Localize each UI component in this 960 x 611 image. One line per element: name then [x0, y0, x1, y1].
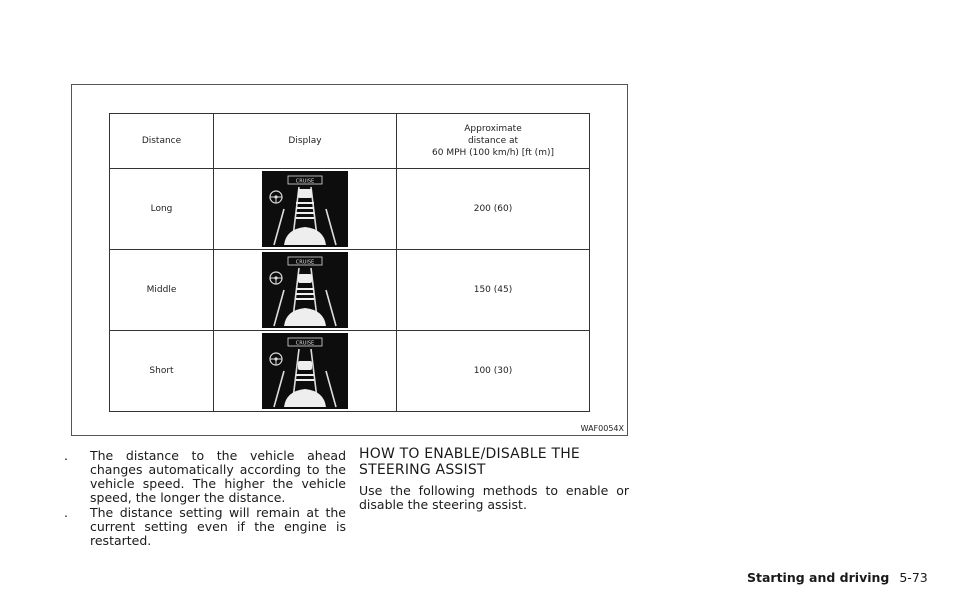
page-number: 5-73 [899, 570, 928, 585]
header-display: Display [214, 114, 397, 169]
display-cell [214, 250, 397, 331]
cruise-display-short-icon [262, 333, 348, 409]
section-paragraph: Use the following methods to enable or disable the steering assist. [359, 483, 629, 512]
cruise-label: CRUISE [295, 259, 315, 266]
distance-value: 150 (45) [397, 250, 590, 331]
bullet-list [64, 449, 346, 549]
figure-code: WAF0054X [580, 424, 624, 433]
cruise-label: CRUISE [295, 178, 315, 185]
table-header-row [110, 114, 590, 169]
bullet-marker: . [64, 505, 68, 520]
distance-label: Middle [110, 250, 214, 331]
bullet-marker: . [64, 448, 68, 463]
distance-label: Short [110, 331, 214, 412]
cruise-label: CRUISE [295, 340, 315, 347]
distance-value: 200 (60) [397, 169, 590, 250]
table-row [110, 250, 590, 331]
bullet-text: The distance setting will remain at the current setting even if the engine is restarted. [90, 505, 346, 548]
distance-setting-figure [71, 84, 628, 436]
header-distance: Distance [110, 114, 214, 169]
list-item [64, 449, 346, 505]
section-heading: HOW TO ENABLE/DISABLE THE STEERING ASSIST [359, 446, 580, 478]
page-footer [747, 570, 928, 585]
footer-section-title: Starting and driving [747, 570, 890, 585]
table-row [110, 169, 590, 250]
display-cell [214, 331, 397, 412]
header-approx-distance: Approximate distance at 60 MPH (100 km/h) [ft (m)] [397, 114, 590, 169]
display-cell [214, 169, 397, 250]
distance-label: Long [110, 169, 214, 250]
distance-value: 100 (30) [397, 331, 590, 412]
list-item [64, 506, 346, 548]
distance-table [109, 113, 590, 412]
table-row [110, 331, 590, 412]
cruise-display-middle-icon [262, 252, 348, 328]
cruise-display-long-icon [262, 171, 348, 247]
bullet-text: The distance to the vehicle ahead changes automatically according to the vehicle speed. The higher the vehicle speed, the longer the distance. [90, 448, 346, 505]
